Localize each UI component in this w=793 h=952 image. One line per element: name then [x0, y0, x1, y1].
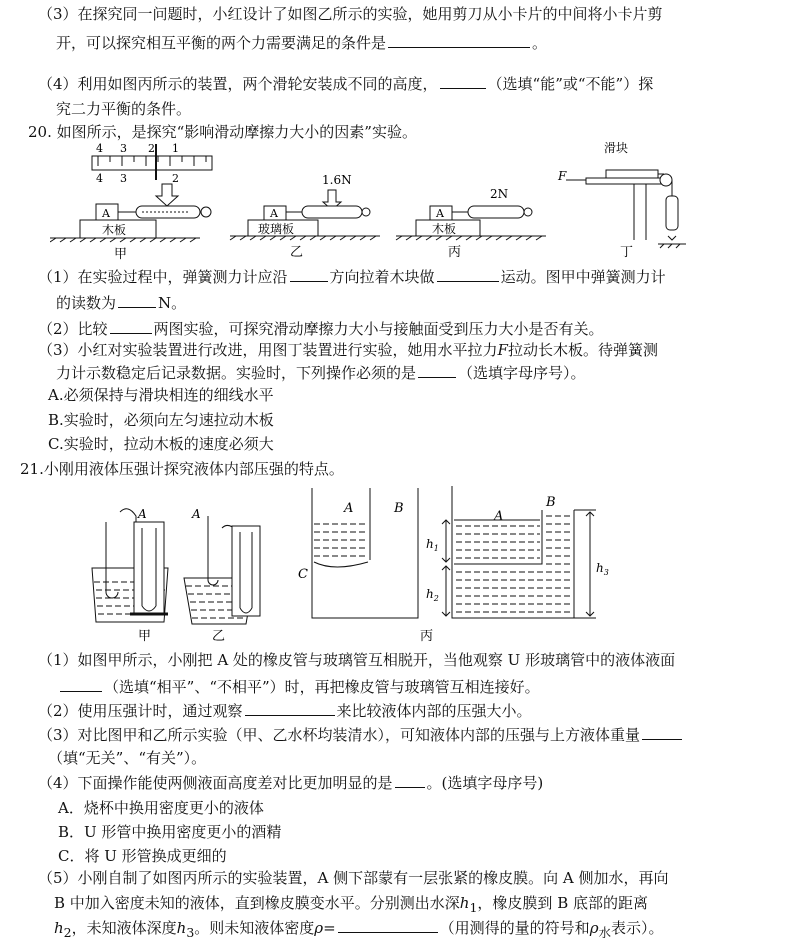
ruler-bottom-tick: 2	[172, 172, 179, 185]
label-C: C	[298, 567, 308, 582]
ruler-bottom-tick: 3	[120, 172, 127, 185]
board-label: 木板	[102, 223, 127, 237]
q20-title: 20. 如图所示，是探究“影响滑动摩擦力大小的因素”实验。	[28, 123, 417, 141]
block-label: A	[102, 207, 110, 220]
fig-yi	[184, 507, 260, 644]
q21-part4-blank[interactable]	[395, 772, 425, 788]
caption-yi: 乙	[290, 245, 304, 260]
q21-part2: （2）使用压强计时，通过观察 来比较液体内部的压强大小。	[38, 702, 532, 720]
q19-part3-line1: （3）在探究同一问题时，小红设计了如图乙所示的实验，她用剪刀从小卡片的中间将小卡片剪	[38, 5, 663, 23]
q21-part5-line2: B 中加入密度未知的液体，直到橡皮膜变水平。分别测出水深$h_1$，橡皮膜到 B 底部的距离	[54, 894, 648, 915]
caption-ding: 丁	[620, 245, 634, 260]
label-B: B	[394, 501, 404, 516]
q20-part1-line1: （1）在实验过程中，弹簧测力计应沿 方向拉着木块做 运动。图甲中弹簧测力计	[38, 268, 666, 286]
board-label: 木板	[432, 222, 457, 236]
label-A: A	[494, 509, 504, 524]
label-B: B	[546, 495, 556, 510]
force-label: 1.6N	[322, 173, 352, 187]
block-label: A	[270, 207, 278, 220]
q21-part3-line2: （填“无关”、“有关”）。	[48, 749, 207, 767]
q21-option-b: B．U 形管中换用密度更小的酒精	[58, 823, 282, 841]
q21-option-a: A．烧杯中换用密度更小的液体	[58, 799, 264, 817]
q20-option-c: C.实验时，拉动木板的速度必须大	[48, 435, 274, 453]
q20-option-b: B.实验时，必须向左匀速拉动木板	[48, 411, 274, 429]
q21-part4: （4）下面操作能使两侧液面高度差对比更加明显的是 。(选填字母序号)	[38, 774, 544, 792]
q20-part1-line2: 的读数为 N。	[56, 294, 187, 312]
q19-part3-blank[interactable]	[388, 32, 530, 48]
q20-part2: （2）比较 两图实验，可探究滑动摩擦力大小与接触面受到压力大小是否有关。	[38, 320, 604, 338]
caption-bing: 丙	[448, 245, 462, 260]
ruler-top-tick: 2	[148, 142, 155, 155]
q20-part1-blank-motion[interactable]	[437, 266, 499, 282]
slider-label: 滑块	[604, 141, 629, 155]
label-A: A	[138, 507, 147, 521]
q21-part1-line1: （1）如图甲所示，小刚把 A 处的橡皮管与玻璃管互相脱开，当他观察 U 形玻璃管中的液体液面	[38, 651, 676, 669]
fig-jia	[92, 507, 168, 644]
label-h1: $h_1$	[426, 537, 439, 553]
q19-part4-line1: （4）利用如图丙所示的装置，两个滑轮安装成不同的高度， （选填“能”或“不能”）探	[38, 75, 654, 93]
label-A: A	[192, 507, 201, 521]
label-h3: $h_3$	[596, 561, 609, 577]
q20-part1-blank-direction[interactable]	[290, 266, 328, 282]
q20-part3-line2: 力计示数稳定后记录数据。实验时，下列操作必须的是 （选填字母序号）。	[56, 364, 586, 382]
q21-option-c: C．将 U 形管换成更细的	[58, 847, 227, 865]
force-F-label: F	[558, 169, 567, 183]
fig-bing-right	[420, 486, 609, 644]
q21-figure	[80, 482, 640, 644]
ruler-top-tick: 4	[96, 142, 103, 155]
fig-jia	[50, 142, 212, 262]
q21-part1-blank[interactable]	[60, 676, 102, 692]
fig-ding	[557, 140, 686, 260]
ruler-bottom-tick: 4	[96, 172, 103, 185]
label-h2: $h_2$	[426, 587, 439, 603]
force-label: 2N	[490, 187, 509, 201]
block-label: A	[436, 207, 444, 220]
fig-bing	[396, 187, 546, 260]
q21-part2-blank[interactable]	[245, 700, 335, 716]
caption-yi: 乙	[212, 629, 226, 644]
q20-part1-blank-reading[interactable]	[118, 292, 156, 308]
caption-jia: 甲	[114, 247, 128, 262]
q21-part1-line2: （选填“相平”、“不相平”）时，再把橡皮管与玻璃管互相连接好。	[58, 676, 540, 697]
q20-part2-blank[interactable]	[110, 318, 152, 334]
q19-part3-line2: 开，可以探究相互平衡的两个力需要满足的条件是 。	[56, 34, 548, 52]
q21-part3-blank[interactable]	[642, 724, 682, 740]
caption-bing: 丙	[420, 629, 434, 644]
q20-part3-blank[interactable]	[418, 362, 456, 378]
q20-figure	[50, 140, 690, 264]
q21-part3-line1: （3）对比图甲和乙所示实验（甲、乙水杯均装清水），可知液体内部的压强与上方液体重量	[38, 724, 684, 745]
q21-part5-line1: （5）小刚自制了如图丙所示的实验装置，A 侧下部蒙有一层张紧的橡皮膜。向 A 侧加水，再向	[38, 869, 669, 887]
board-label: 玻璃板	[258, 222, 295, 236]
fig-bing-left	[298, 488, 418, 618]
caption-jia: 甲	[138, 629, 152, 644]
q21-part5-line3: $h_2$，未知液体深度$h_3$。则未知液体密度ρ= （用测得的量的符号和$\rho_水$表示）。	[54, 919, 664, 940]
ruler-top-tick: 3	[120, 142, 127, 155]
fig-yi	[230, 173, 380, 260]
q19-part4-line2: 究二力平衡的条件。	[56, 100, 192, 118]
q21-title: 21.小刚用液体压强计探究液体内部压强的特点。	[20, 460, 344, 478]
ruler-top-tick: 1	[172, 142, 179, 155]
q20-part3-line1: （3）小红对实验装置进行改进，用图丁装置进行实验，她用水平拉力F拉动长木板。待弹簧测	[38, 341, 658, 359]
q20-option-a: A.必须保持与滑块相连的细线水平	[48, 386, 274, 404]
q21-part5-blank[interactable]	[338, 917, 438, 933]
q19-part4-blank[interactable]	[440, 73, 486, 89]
label-A: A	[344, 501, 354, 516]
